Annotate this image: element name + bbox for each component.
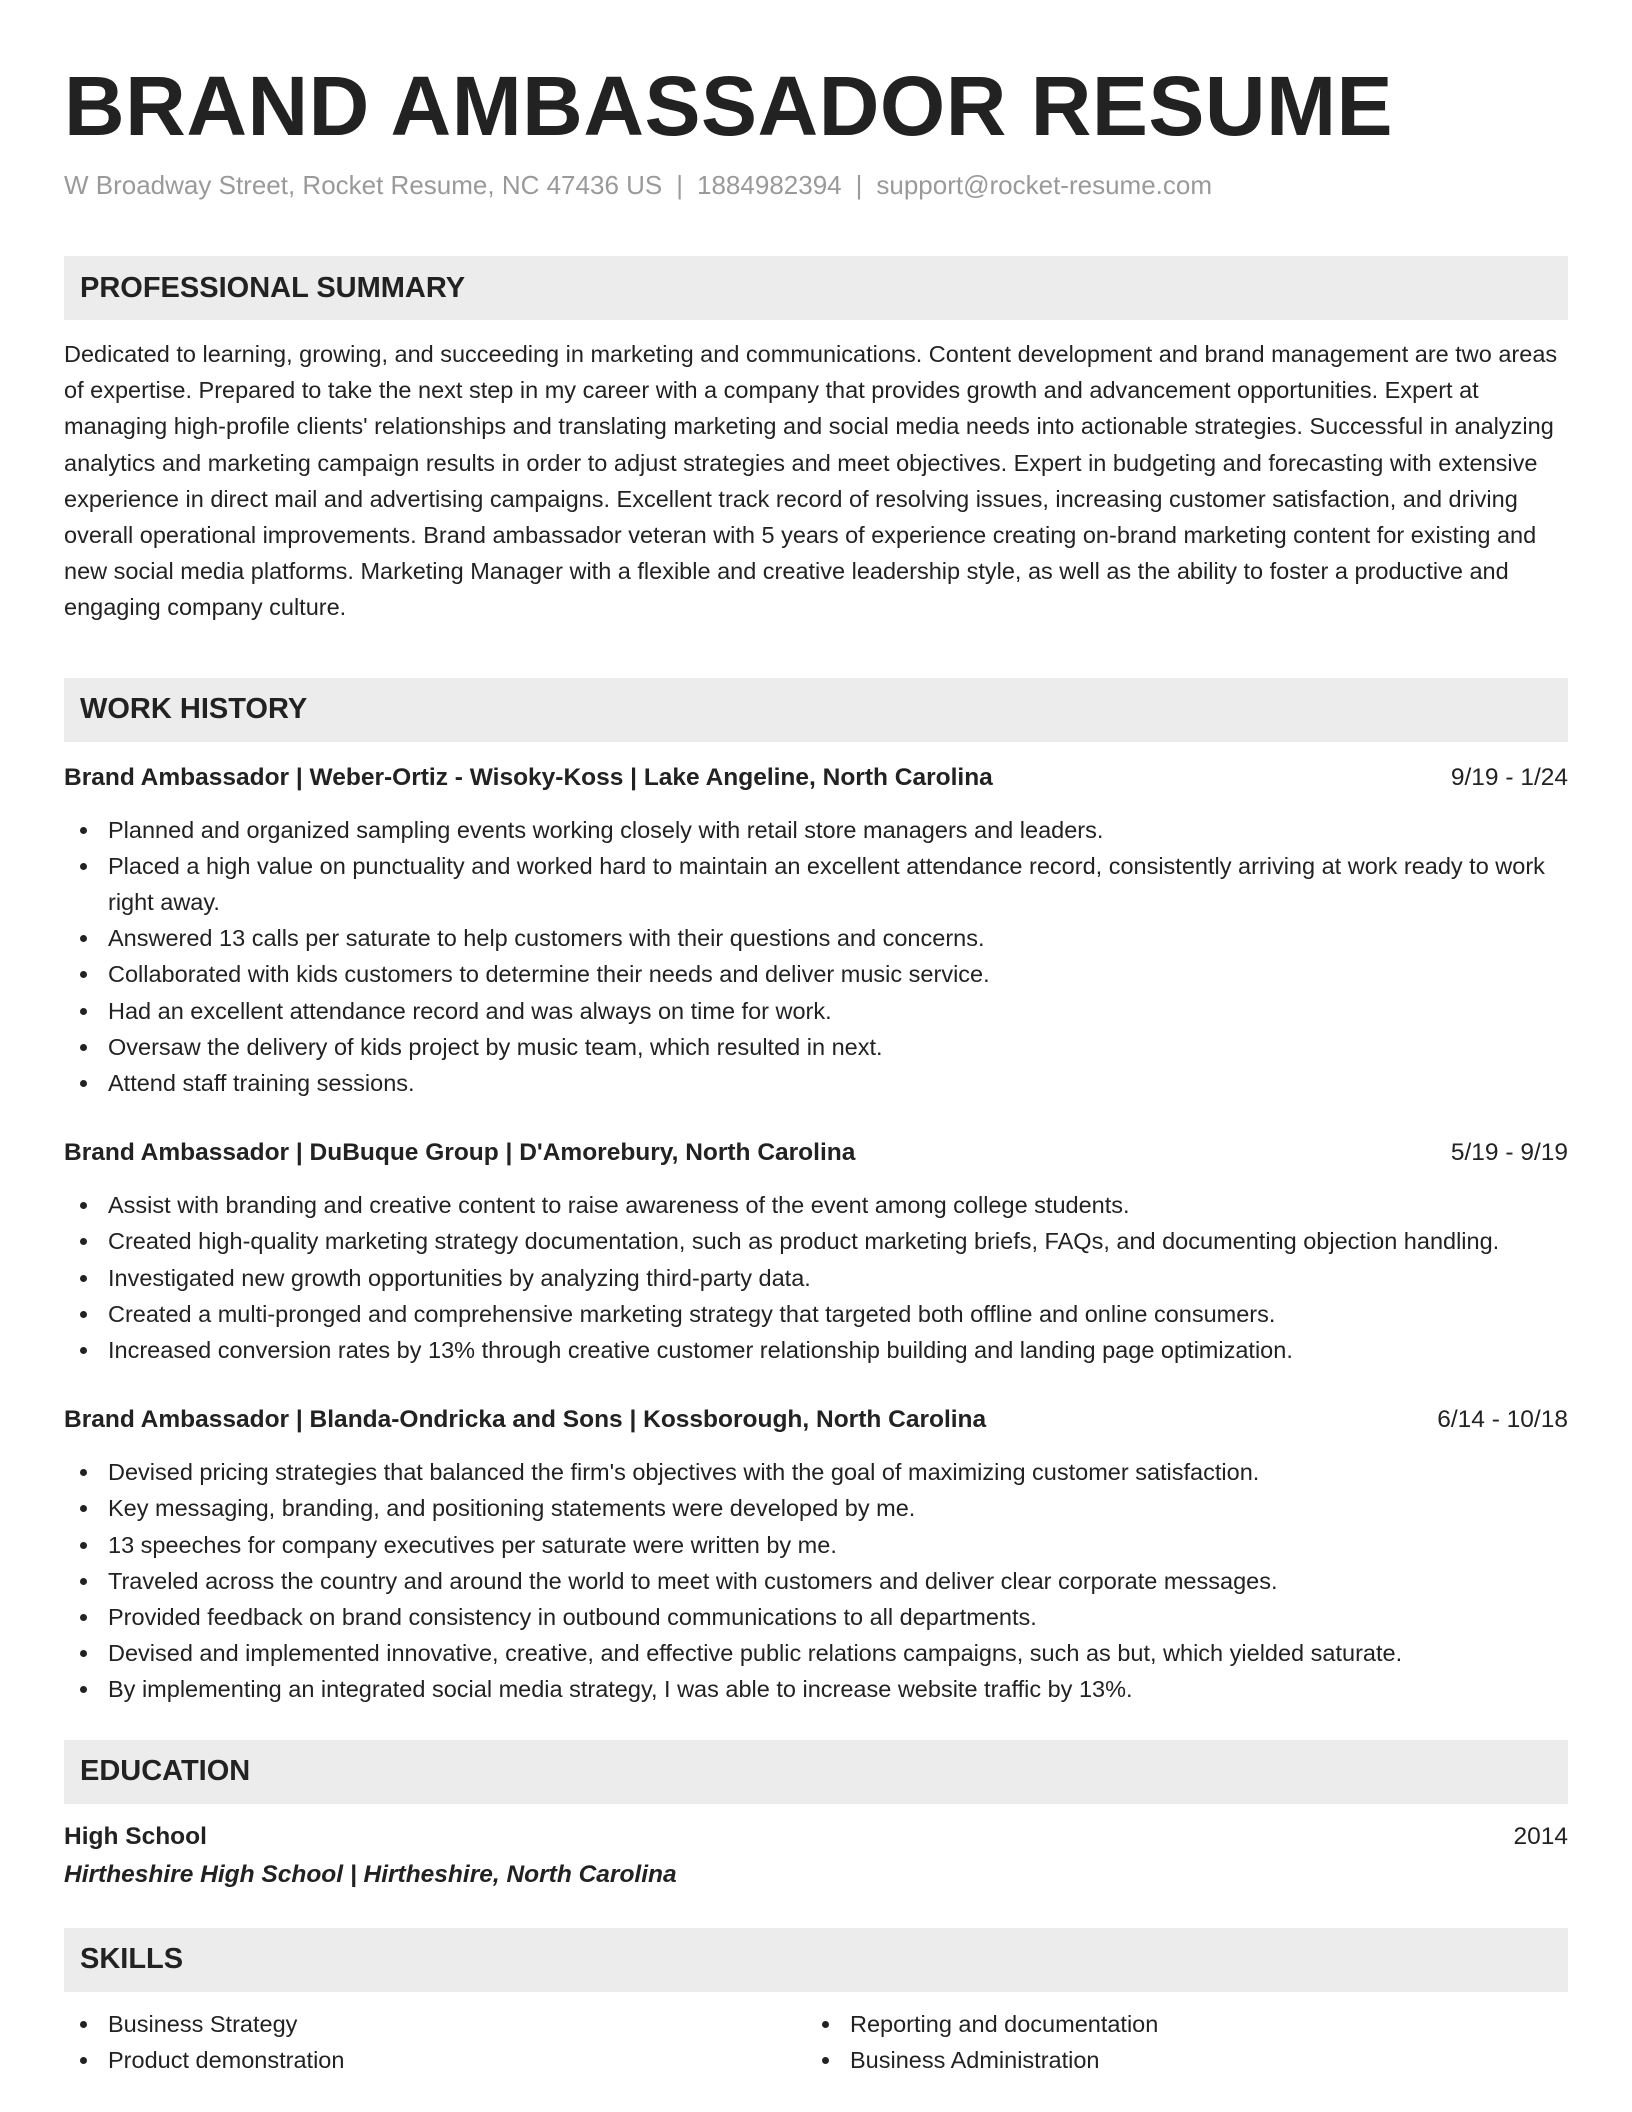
bullet-item: Attend staff training sessions.: [64, 1065, 1568, 1101]
job-bullets: [64, 1454, 1568, 1707]
bullet-item: Collaborated with kids customers to determine their needs and deliver music service.: [64, 956, 1568, 992]
bullet-item: 13 speeches for company executives per saturate were written by me.: [64, 1527, 1568, 1563]
job-bullets: [64, 1187, 1568, 1368]
bullet-item: Planned and organized sampling events working closely with retail store managers and leaders.: [64, 812, 1568, 848]
contact-email: support@rocket-resume.com: [876, 170, 1213, 200]
contact-phone: 1884982394: [697, 170, 842, 200]
education-header: [64, 1818, 1568, 1856]
job-bullets: [64, 812, 1568, 1102]
education-school: Hirtheshire High School | Hirtheshire, North Carolina: [64, 1860, 677, 1888]
bullet-item: Created high-quality marketing strategy documentation, such as product marketing briefs, FAQs, and documenting objection handling.: [64, 1223, 1568, 1259]
job-entry: [64, 1402, 1568, 1707]
education-year: 2014: [1513, 1822, 1568, 1850]
bullet-item: Created a multi-pronged and comprehensive marketing strategy that targeted both offline and online consumers.: [64, 1296, 1568, 1332]
bullet-item: By implementing an integrated social media strategy, I was able to increase website traffic by 13%.: [64, 1671, 1568, 1707]
bullet-item: Oversaw the delivery of kids project by music team, which resulted in next.: [64, 1029, 1568, 1065]
contact-separator: |: [676, 170, 684, 200]
summary-text: Dedicated to learning, growing, and succeeding in marketing and communications. Content development and brand management are two areas of expertise. Prepared to take the next step in my career with a company that provides growth and advancement opportunities. Expert at managing high-profile clients' relationships and translating marketing and social media needs into actionable strategies. Successful in analyzing analytics and marketing campaign results in order to adjust strategies and meet objectives. Expert in budgeting and forecasting with extensive experience in direct mail and advertising campaigns. Excellent track record of resolving issues, increasing customer satisfaction, and driving overall operational improvements. Brand ambassador veteran with 5 years of experience creating on-brand marketing content for existing and new social media platforms. Marketing Manager with a flexible and creative leadership style, as well as the ability to foster a productive and engaging company culture.: [64, 341, 1558, 621]
section-header-education: EDUCATION: [64, 1740, 1568, 1804]
skill-item: Product demonstration: [64, 2042, 806, 2078]
bullet-item: Devised and implemented innovative, creative, and effective public relations campaigns, such as but, which yielded saturate.: [64, 1635, 1568, 1671]
contact-address: W Broadway Street, Rocket Resume, NC 47436 US: [64, 170, 663, 200]
contact-line: [64, 168, 1568, 202]
resume-title: BRAND AMBASSADOR RESUME: [64, 59, 1394, 153]
bullet-item: Assist with branding and creative content to raise awareness of the event among college students.: [64, 1187, 1568, 1223]
job-dates: 5/19 - 9/19: [1450, 1139, 1568, 1167]
section-header-summary: PROFESSIONAL SUMMARY: [64, 256, 1568, 320]
bullet-item: Key messaging, branding, and positioning statements were developed by me.: [64, 1490, 1568, 1526]
job-title: Brand Ambassador | DuBuque Group | D'Amorebury, North Carolina: [64, 1139, 856, 1167]
bullet-item: Had an excellent attendance record and was always on time for work.: [64, 993, 1568, 1029]
education-entry: [64, 1818, 1568, 1894]
skills-bullets: [64, 2006, 806, 2078]
job-header: [64, 760, 1568, 796]
section-header-skills: SKILLS: [64, 1928, 1568, 1992]
job-entry: [64, 1135, 1568, 1368]
bullet-item: Devised pricing strategies that balanced the firm's objectives with the goal of maximizing customer satisfaction.: [64, 1454, 1568, 1490]
skills-list: [64, 2006, 1568, 2078]
bullet-item: Provided feedback on brand consistency in outbound communications to all departments.: [64, 1599, 1568, 1635]
bullet-item: Increased conversion rates by 13% through creative customer relationship building and landing page optimization.: [64, 1332, 1568, 1368]
job-header: [64, 1402, 1568, 1438]
resume-page: [64, 58, 1568, 2078]
education-degree: High School: [64, 1822, 207, 1850]
job-title: Brand Ambassador | Weber-Ortiz - Wisoky-Koss | Lake Angeline, North Carolina: [64, 763, 993, 791]
skills-column-left: [64, 2006, 806, 2078]
job-dates: 6/14 - 10/18: [1437, 1406, 1568, 1434]
job-dates: 9/19 - 1/24: [1450, 763, 1568, 791]
skills-column-right: [806, 2006, 1548, 2078]
bullet-item: Answered 13 calls per saturate to help customers with their questions and concerns.: [64, 920, 1568, 956]
job-title: Brand Ambassador | Blanda-Ondricka and Sons | Kossborough, North Carolina: [64, 1406, 987, 1434]
job-header: [64, 1135, 1568, 1171]
job-entry: [64, 760, 1568, 1102]
bullet-item: Traveled across the country and around the world to meet with customers and deliver clear corporate messages.: [64, 1563, 1568, 1599]
skills-bullets: [806, 2006, 1548, 2078]
skill-item: Business Administration: [806, 2042, 1548, 2078]
section-header-work-history: WORK HISTORY: [64, 678, 1568, 742]
contact-separator: |: [855, 170, 863, 200]
skill-item: Business Strategy: [64, 2006, 806, 2042]
bullet-item: Investigated new growth opportunities by analyzing third-party data.: [64, 1260, 1568, 1296]
bullet-item: Placed a high value on punctuality and worked hard to maintain an excellent attendance record, consistently arriving at work ready to work right away.: [64, 848, 1568, 920]
skill-item: Reporting and documentation: [806, 2006, 1548, 2042]
